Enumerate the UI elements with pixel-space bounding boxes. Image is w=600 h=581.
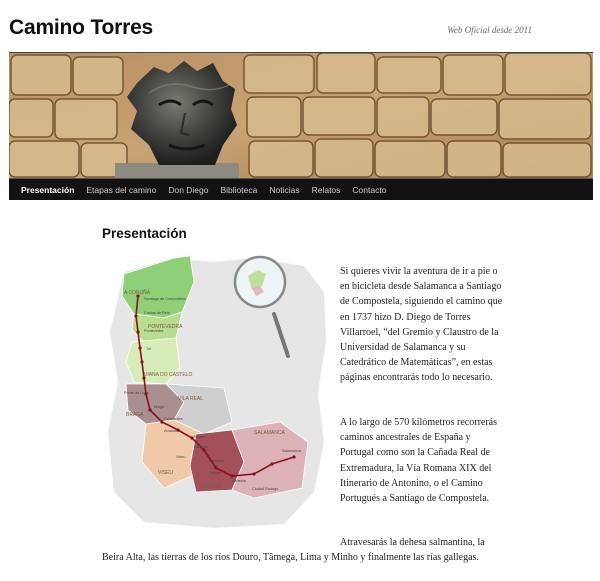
- label-coruna: A CORUÑA: [124, 290, 151, 296]
- region-coruna: [122, 256, 194, 318]
- town-regua: Régua: [194, 435, 206, 439]
- nav-item-etapas[interactable]: Etapas del camino: [86, 184, 157, 195]
- town-santiago: Santiago de Compostela: [144, 297, 186, 301]
- town-almeida: Almeida: [232, 479, 246, 483]
- site-title[interactable]: Camino Torres: [9, 16, 154, 39]
- route-stop: [140, 360, 143, 363]
- town-salamanca: Salamanca: [282, 449, 301, 453]
- town-lamego: Lamego: [194, 445, 208, 449]
- label-vilareal: VILA REAL: [178, 396, 204, 402]
- town-viseu: Viseu: [176, 455, 186, 459]
- site-tagline: Web Oficial desde 2011: [447, 25, 532, 35]
- nav-item-noticias[interactable]: Noticias: [269, 184, 300, 195]
- nav-item-don-diego[interactable]: Don Diego: [168, 184, 209, 195]
- label-salamanca: SALAMANCA: [254, 430, 285, 436]
- town-guimaraes: Guimarães: [164, 417, 183, 421]
- route-stop: [134, 314, 137, 317]
- intro-paragraph-1: Si quieres vivir la aventura de ir a pie o en bicicleta desde Salamanca a Santiago de Compostela, siguiendo el camino que en 1737 hizo D. Diego de Torres Villarroel, “del Gremio y Claustro de la Universidad de Salamanca y su Catedrático de Matemáticas”, en estas páginas encontrarás todo lo necesario.: [340, 266, 503, 384]
- intro-paragraph-3: Atravesarás la dehesa salmantina, la Beira Alta, las tierras de los ríos Douro, Tâmega, Lima y Minho y finalmente las rías gallegas.: [102, 537, 485, 564]
- town-pontevedra: Pontevedra: [144, 329, 164, 333]
- intro-paragraph-2: A lo largo de 570 kilómetros recorrerás caminos ancestrales de España y Portugal como son la Cañada Real de Extremadura, la Vía Romana XIX del Itinerario de Antonino, o el Camino Portugués a Santiago de Compostela.: [340, 417, 497, 505]
- route-map: [104, 252, 328, 532]
- route-stop: [230, 474, 233, 477]
- label-braga: BRAGA: [126, 412, 144, 418]
- route-stop: [136, 330, 139, 333]
- label-pontevedra: PONTEVEDRA: [148, 324, 183, 330]
- nav-item-biblioteca[interactable]: Biblioteca: [220, 184, 258, 195]
- route-stop: [138, 346, 141, 349]
- label-viseu: VISEU: [158, 470, 174, 476]
- nav-item-contacto[interactable]: Contacto: [352, 184, 387, 195]
- label-guarda: GUARDA: [200, 484, 222, 490]
- town-ponte-lima: Ponte de Lima: [124, 391, 149, 395]
- route-stop: [270, 462, 273, 465]
- label-viana: VIANA DO CASTELO: [144, 372, 193, 378]
- town-trancoso: Trancoso: [208, 459, 224, 463]
- nav-item-relatos[interactable]: Relatos: [311, 184, 341, 195]
- header-banner-image: [9, 52, 593, 178]
- town-braga: Braga: [154, 405, 165, 409]
- town-tui: Tui: [146, 347, 152, 351]
- town-ciudad-rodrigo: Ciudad Rodrigo: [252, 487, 279, 491]
- main-navigation: [9, 178, 593, 200]
- nav-item-presentacion[interactable]: Presentación: [21, 184, 75, 195]
- town-pinhel: Pinhel: [210, 471, 221, 475]
- route-stop: [252, 472, 255, 475]
- page-title: Presentación: [102, 226, 187, 241]
- route-stop: [214, 466, 217, 469]
- route-stop: [148, 408, 151, 411]
- town-caldas: Caldas de Reis: [144, 311, 170, 315]
- route-stop: [292, 455, 295, 458]
- town-amarante: Amarante: [164, 429, 181, 433]
